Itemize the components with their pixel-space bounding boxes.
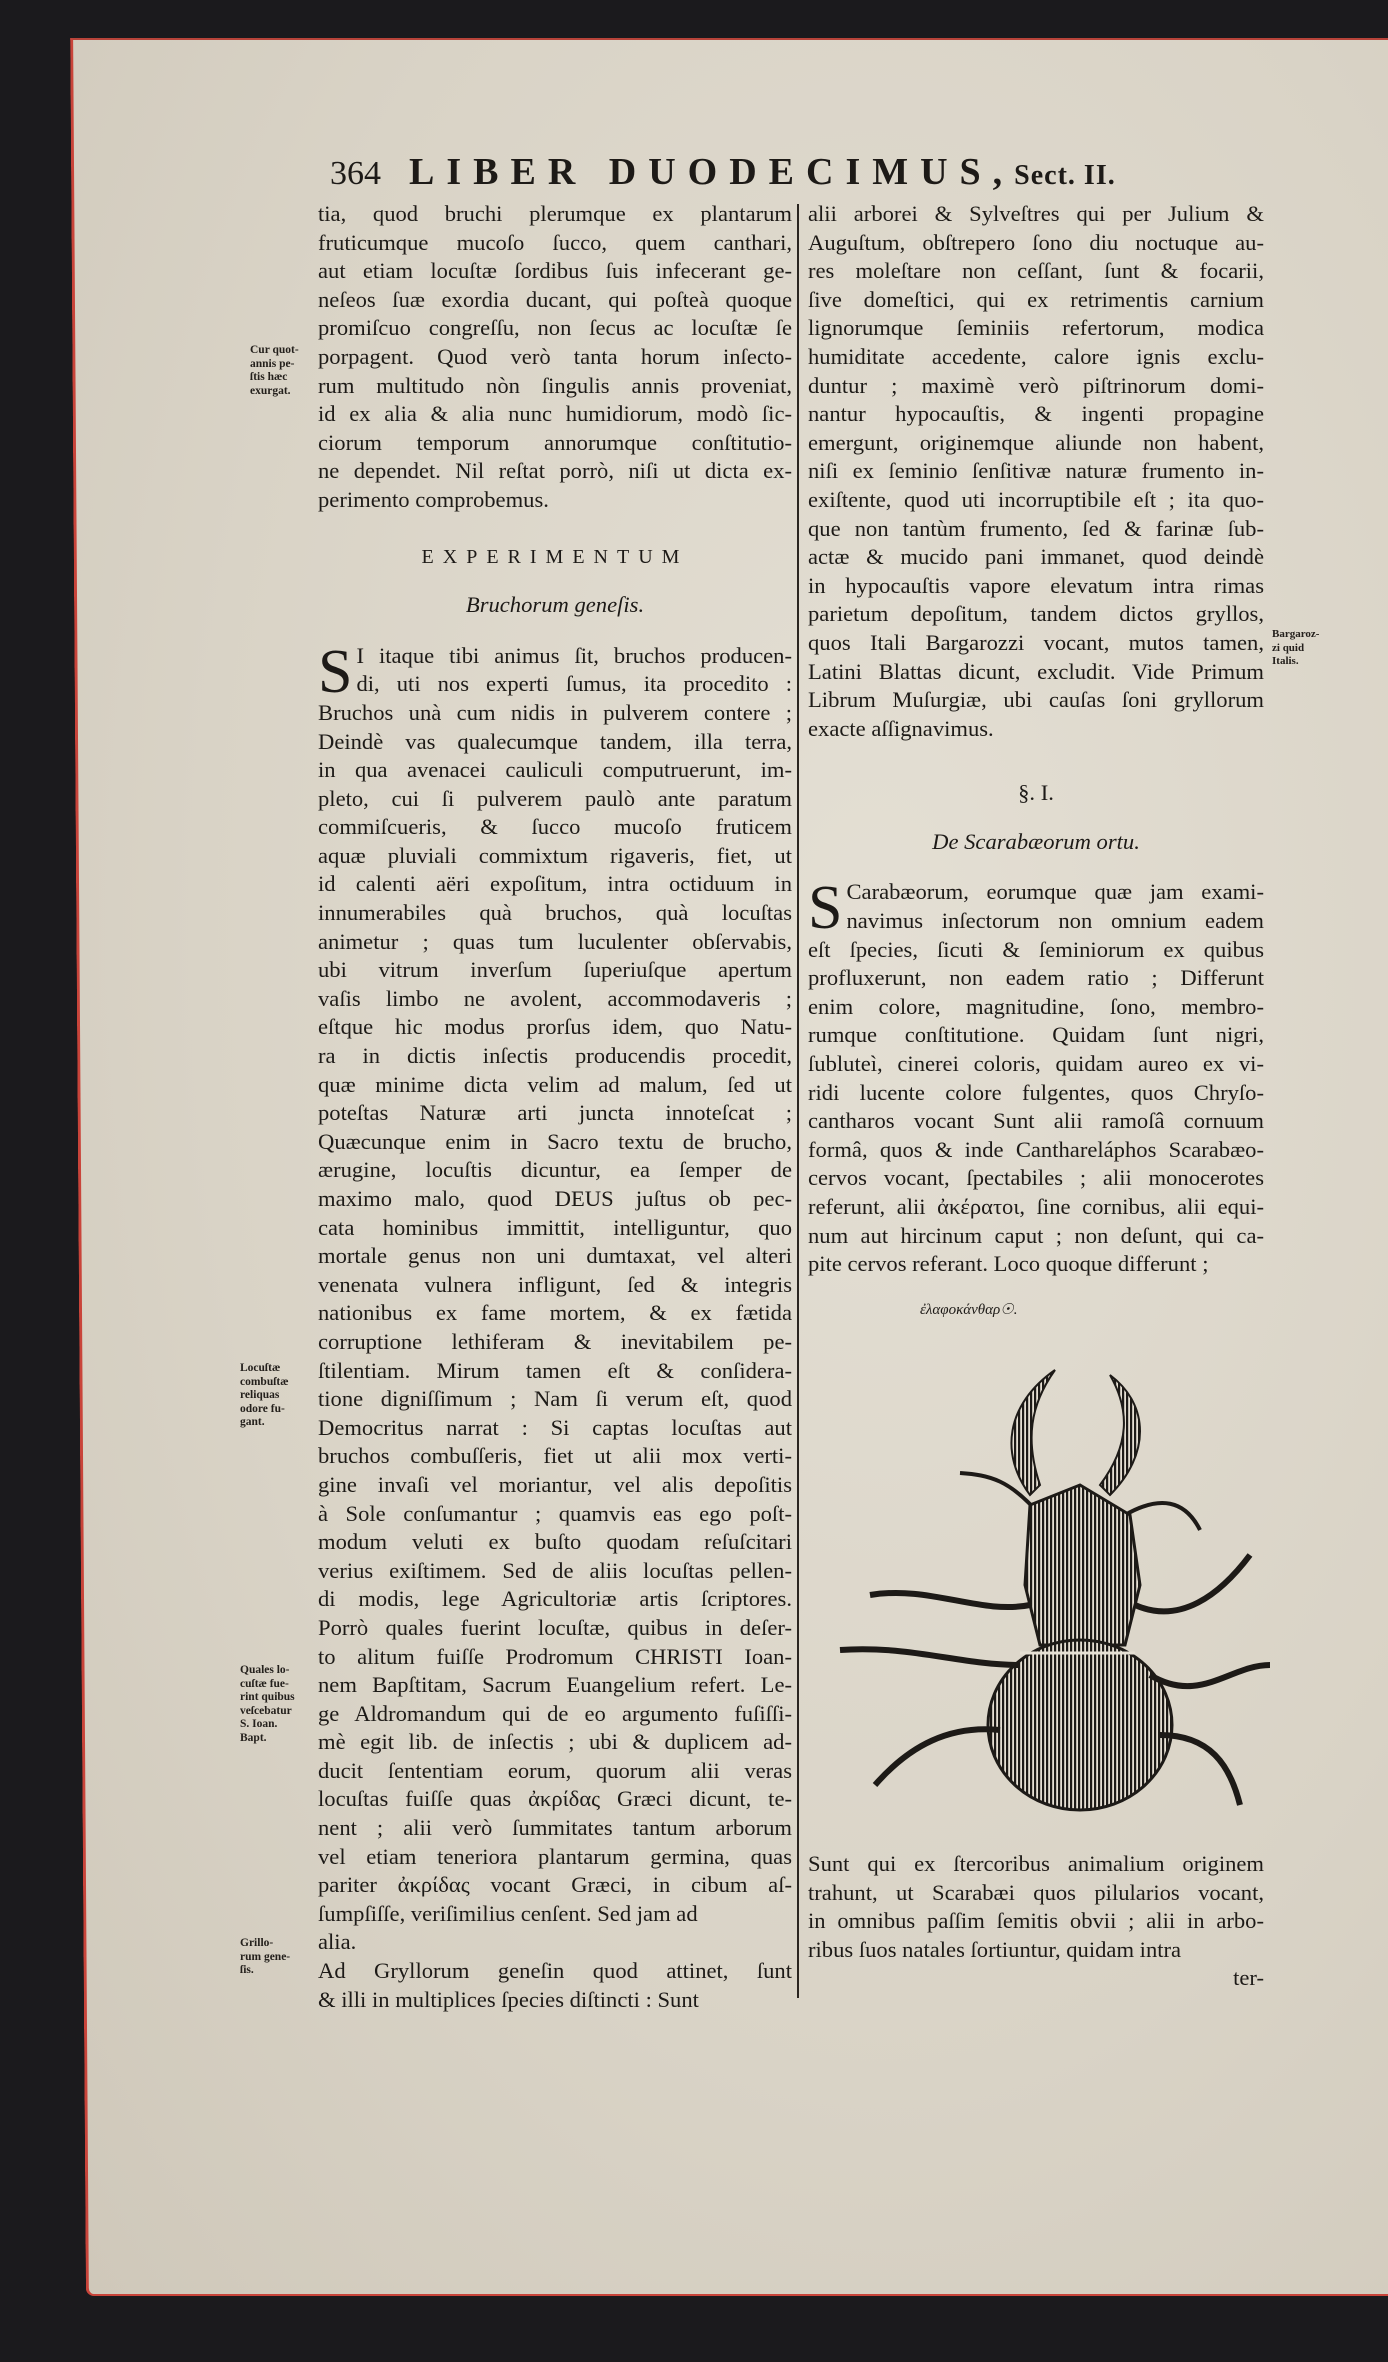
text-line: Porrò quales fuerint locuſtæ, quibus in deſer- <box>318 1614 792 1640</box>
text-line: ribus ſuos natales ſortiuntur, quidam intra <box>808 1936 1182 1962</box>
text-line: id ex alia & alia nunc humidiorum, modò ſic- <box>318 401 792 427</box>
text-line: tione digniſſimum ; Nam ſi verum eſt, quod <box>318 1386 792 1412</box>
text-line: Ad Gryllorum geneſin quod attinet, ſunt <box>318 1958 792 1984</box>
text-line: humiditate accedente, calore ignis exclu- <box>808 343 1264 369</box>
text-line: num aut hircinum caput ; non deſunt, qui ca- <box>808 1222 1264 1248</box>
text-line: Latini Blattas dicunt, excludit. Vide Primum <box>808 658 1264 684</box>
text-line: nantur hypocauſtis, & ingenti propagine <box>808 401 1264 427</box>
margin-note-line: annis pe- <box>250 357 295 370</box>
section-subheading: Bruchorum geneſis. <box>465 592 645 618</box>
text-line: locuſtas fuiſſe quas ἀκρίδας Græci dicunt, te- <box>318 1786 792 1812</box>
text-line: porpagent. Quod verò tanta horum inſecto- <box>318 343 792 369</box>
section-mark: §. I. <box>1018 780 1054 806</box>
margin-note-line: ſis. <box>240 1964 254 1976</box>
margin-note-line: rum gene- <box>240 1950 291 1963</box>
text-line: perimento comprobemus. <box>318 486 549 512</box>
text-line: actæ & mucido pani immanet, quod deindè <box>808 544 1264 570</box>
right-column <box>808 200 1264 1279</box>
text-line: maximo malo, quod DEUS juſtus ob pec- <box>318 1186 792 1211</box>
margin-note-line: Italis. <box>1272 655 1299 667</box>
text-line: aquæ pluviali commixtum rigaveris, fiet, ut <box>318 842 792 868</box>
text-line: tia, quod bruchi plerumque ex plantarum <box>318 201 792 226</box>
text-line: mè egit lib. de inſectis ; ubi & duplicem ad- <box>318 1729 792 1755</box>
text-line: to alitum fuiſſe Prodromum CHRISTI Ioan- <box>318 1643 792 1669</box>
text-line: poteſtas Naturæ arti juncta innoteſcat ; <box>318 1100 792 1126</box>
text-line: I itaque tibi animus ſit, bruchos producen- <box>356 642 792 668</box>
text-line: ſive domeſtici, qui ex retrimentis carnium <box>808 286 1264 312</box>
right-column-bottom <box>808 1850 1264 1993</box>
text-line: ridi lucente colore fulgentes, quos Chryſo- <box>808 1079 1264 1105</box>
text-line: Carabæorum, eorumque quæ jam exami- <box>846 879 1264 905</box>
text-line: rumque conſtitutione. Quidam ſunt nigri, <box>808 1022 1264 1048</box>
text-line: cervos vocant, ſpectabiles ; alii monocerotes <box>808 1165 1264 1191</box>
text-line: promiſcuo congreſſu, non ſecus ac locuſtæ ſe <box>318 315 792 341</box>
running-title: LIBER DUODECIMUS, <box>409 151 1015 193</box>
margin-note-line: Cur quot- <box>250 344 299 356</box>
section-subheading-right: De Scarabæorum ortu. <box>932 828 1140 854</box>
margin-note-cur-quotannis <box>250 344 299 398</box>
text-line: vaſis limbo ne avolent, accommodaveris ; <box>318 985 792 1011</box>
text-line: cantharos vocant Sunt alii ramoſâ cornuum <box>808 1108 1264 1134</box>
drop-cap: S <box>318 637 353 706</box>
text-line: ra in dictis inſectis producendis procedit, <box>318 1043 792 1069</box>
text-line: niſi ex ſeminio ſenſitivæ naturæ frumento in- <box>808 458 1264 484</box>
text-line: eſtque hic modus prorſus idem, quo Natu- <box>318 1014 792 1040</box>
text-line: ubi vitrum inverſum ſuperiuſque apertum <box>318 957 792 983</box>
text-line: exacte aſſignavimus. <box>808 715 994 741</box>
text-line: corruptione lethiferam & inevitabilem pe- <box>318 1328 792 1354</box>
text-line: eſt ſpecies, ſicuti & ſeminiorum ex quibus <box>808 936 1264 962</box>
figure-caption: ἐλαφοκάνθαρ☉. <box>920 1302 1018 1318</box>
text-line: pite cervos referant. Loco quoque differunt ; <box>808 1251 1209 1277</box>
text-line: formâ, quos & inde Canthareláphos Scarabæo- <box>808 1136 1264 1162</box>
text-line: Auguſtum, obſtrepero ſono diu noctuque au- <box>808 229 1264 255</box>
margin-note-line: exurgat. <box>250 384 291 397</box>
text-line: ſumpſiſſe, veriſimilius cenſent. Sed jam ad <box>318 1900 698 1926</box>
text-line: gine invaſi vel moriantur, vel alis depoſitis <box>318 1471 792 1497</box>
text-line: pariter ἀκρίδας vocant Græci, in cibum aſ- <box>318 1872 792 1898</box>
margin-note-bargarozzi <box>1272 628 1319 669</box>
catchword: ter- <box>1233 1965 1264 1991</box>
text-line: verius exiſtimem. Sed de aliis locuſtas pellen- <box>318 1557 792 1583</box>
running-section: Sect. II. <box>1014 160 1116 191</box>
text-line: profluxerunt, non eadem ratio ; Differunt <box>808 965 1264 991</box>
text-line: venenata vulnera infligunt, ſed & integris <box>318 1271 792 1297</box>
text-line: res moleſtare non ceſſant, ſunt & focarii, <box>808 258 1264 284</box>
margin-note-line: ſtis hæc <box>250 371 288 383</box>
text-line: id calenti aëri expoſitum, intra octiduum in <box>318 871 792 897</box>
text-line: alii arborei & Sylveſtres qui per Julium & <box>808 201 1264 226</box>
margin-note-line: rint quibus <box>240 1691 295 1703</box>
text-line: rum multitudo nòn ſingulis annis proveniat, <box>318 372 792 398</box>
text-line: ærugine, locuſtis dicuntur, ea ſemper de <box>318 1157 792 1183</box>
text-line: in hypocauſtis vapore elevatum intra rimas <box>808 572 1264 598</box>
text-line: pleto, cui ſi pulverem paulò ante paratum <box>318 785 792 811</box>
text-line: aut etiam locuſtæ ſordibus ſuis infecerant ge- <box>318 258 792 284</box>
text-line: alia. <box>318 1929 357 1955</box>
text-line: cata hominibus immittit, intelliguntur, quo <box>318 1214 792 1240</box>
text-line: quos Itali Bargarozzi vocant, mutos tamen, <box>808 629 1264 655</box>
margin-note-locustae-combustae <box>240 1362 289 1430</box>
text-line: Bruchos unà cum nidis in pulverem contere ; <box>318 699 792 725</box>
text-line: emergunt, originemque aliunde non habent, <box>808 429 1264 455</box>
text-line: ducit ſententiam eorum, quorum alii veras <box>318 1757 792 1783</box>
text-line: Deindè vas qualecumque tandem, illa terra, <box>318 728 792 754</box>
text-line: duntur ; maximè verò piſtrinorum domi- <box>808 372 1264 398</box>
section-heading: EXPERIMENTUM <box>421 545 689 568</box>
text-line: vel etiam teneriora plantarum germina, quas <box>318 1843 792 1869</box>
text-line: in omnibus paſſim ſemitis obvii ; alii in arbo- <box>808 1908 1264 1934</box>
text-line: ge Aldromandum qui de eo argumento fuſiſſi- <box>318 1700 792 1726</box>
text-line: fruticumque mucoſo ſucco, quem canthari, <box>318 229 792 255</box>
margin-note-line: zi quid <box>1272 641 1305 654</box>
margin-note-line: veſcebatur <box>240 1704 292 1717</box>
text-line: mortale genus non uni dumtaxat, vel alteri <box>318 1243 792 1269</box>
text-line: navimus inſectorum non omnium eadem <box>846 908 1264 934</box>
margin-note-line: Locuſtæ <box>240 1362 281 1374</box>
text-line: ſubluteì, cinerei coloris, quidam aureo ex vi- <box>808 1051 1264 1077</box>
text-line: nem Bapſtitam, Sacrum Euangelium refert. Le- <box>318 1672 792 1698</box>
text-line: animetur ; quas tum luculenter obſervabis, <box>318 928 792 954</box>
text-line: ſtilentiam. Mirum tamen eſt & conſidera- <box>318 1357 792 1383</box>
margin-note-line: Bapt. <box>240 1731 267 1744</box>
margin-note-line: cuſtæ fue- <box>240 1677 289 1690</box>
margin-note-quales-locustae <box>240 1664 295 1745</box>
text-line: ne dependet. Nil reſtat porrò, niſi ut dicta ex- <box>318 458 792 484</box>
margin-note-line: S. Ioan. <box>240 1718 278 1730</box>
text-line: exiſtente, quod uti incorruptibile eſt ; ita quo- <box>808 486 1264 512</box>
margin-note-line: combuſtæ <box>240 1375 289 1388</box>
stag-beetle-illustration <box>830 1345 1270 1815</box>
text-line: à Sole conſumantur ; quamvis eas ego poſt- <box>318 1500 792 1526</box>
text-line: Quæcunque enim in Sacro textu de brucho, <box>318 1128 792 1154</box>
text-line: que non tantùm frumento, ſed & farinæ ſub- <box>808 515 1264 541</box>
text-line: commiſcueris, & ſucco mucoſo fruticem <box>318 814 792 840</box>
margin-note-line: Grillo- <box>240 1937 274 1949</box>
text-line: in qua avenacei cauliculi computruerunt, im- <box>318 757 792 783</box>
text-line: enim colore, magnitudine, ſono, membro- <box>808 993 1264 1019</box>
drop-cap-right: S <box>808 874 843 943</box>
text-line: Librum Muſurgiæ, ubi cauſas ſoni gryllorum <box>808 687 1264 713</box>
text-line: nent ; alii verò ſummitates tantum arborum <box>318 1815 792 1841</box>
text-line: innumerabiles quà bruchos, quà locuſtas <box>318 900 792 926</box>
margin-note-line: reliquas <box>240 1389 280 1401</box>
text-line: parietum depoſitum, tandem dictos gryllos, <box>808 601 1264 627</box>
text-line: referunt, alii ἀκέρατοι, ſine cornibus, alii equi- <box>808 1194 1264 1219</box>
text-line: Democritus narrat : Si captas locuſtas aut <box>318 1414 792 1440</box>
text-line: trahunt, ut Scarabæi quos pilularios vocant, <box>808 1879 1264 1905</box>
page-number: 364 <box>330 155 381 192</box>
margin-note-line: odore fu- <box>240 1402 285 1415</box>
margin-note-line: Bargaroz- <box>1272 628 1320 640</box>
running-header <box>330 150 1270 194</box>
text-line: di modis, lege Agricultoriæ artis ſcriptores. <box>318 1586 792 1612</box>
text-line: nationibus ex fame mortem, & ex fætida <box>318 1300 792 1326</box>
margin-note-line: gant. <box>240 1416 265 1428</box>
margin-note-line: Quales lo- <box>240 1664 290 1676</box>
left-column <box>318 200 792 2014</box>
column-divider <box>797 204 799 1998</box>
text-line: quæ minime dicta velim ad malum, ſed ut <box>318 1071 792 1097</box>
text-line: bruchos combuſſeris, fiet ut alii mox verti- <box>318 1443 792 1469</box>
text-line: & illi in multiplices ſpecies diſtincti : Sunt <box>318 1986 699 2012</box>
text-line: ciorum temporum annorumque conſtitutio- <box>318 429 792 455</box>
margin-note-gryllorum-genesis <box>240 1937 290 1978</box>
text-line: lignorumque ſeminiis refertorum, modica <box>808 315 1264 341</box>
text-line: di, uti nos experti ſumus, ita procedito : <box>356 671 792 697</box>
text-line: Sunt qui ex ſtercoribus animalium originem <box>808 1851 1264 1876</box>
text-line: neſeos ſuæ exordia ducant, qui poſteà quoque <box>318 286 792 312</box>
text-line: modum veluti ex buſto quodam reſuſcitari <box>318 1529 792 1555</box>
